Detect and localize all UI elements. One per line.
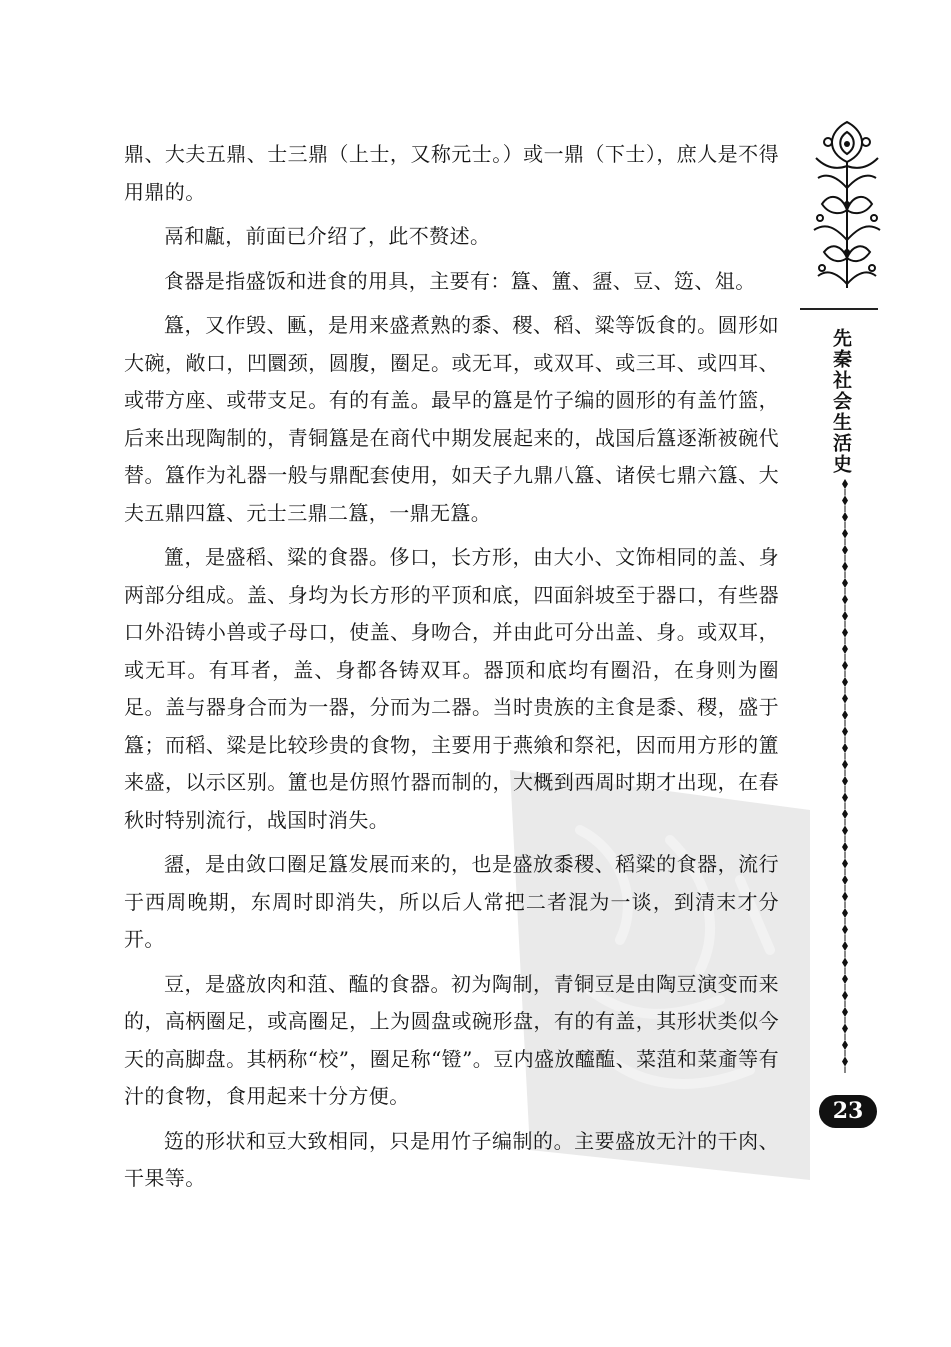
- margin-rule: [800, 308, 878, 310]
- paragraph: 簠，是盛稻、粱的食器。侈口，长方形，由大小、文饰相同的盖、身两部分组成。盖、身均为长方形的平顶和底，四面斜坡至于器口，有些器口外沿铸小兽或子母口，使盖、身吻合，并由此可分出盖、身。或双耳，或无耳。有耳者，盖、身都各铸双耳。器顶和底均有圈沿，在身则为圈足。盖与器身合而为一器，分而为二器。当时贵族的主食是黍、稷，盛于簋；而稻、粱是比较珍贵的食物，主要用于燕飨和祭祀，因而用方形的簠来盛，以示区别。簠也是仿照竹器而制的，大概到西周时期才出现，在春秋时特别流行，战国时消失。: [124, 545, 779, 832]
- paragraph: 食器是指盛饭和进食的用具，主要有：簋、簠、盨、豆、笾、俎。: [164, 268, 756, 293]
- paragraph: 盨，是由敛口圈足簋发展而来的，也是盛放黍稷、稻粱的食器，流行于西周晚期，东周时即消失，所以后人常把二者混为一谈，到清末才分开。: [124, 852, 779, 951]
- page-number: 23: [819, 1095, 877, 1128]
- paragraph: 鼎、大夫五鼎、士三鼎（上士，又称元士。）或一鼎（下士），庶人是不得用鼎的。: [124, 142, 779, 204]
- body-text: [124, 136, 779, 1205]
- paragraph: 豆，是盛放肉和菹、醢的食器。初为陶制，青铜豆是由陶豆演变而来的，高柄圈足，或高圈足，上为圆盘或碗形盘，有的有盖，其形状类似今天的高脚盘。其柄称“校”，圈足称“镫”。豆内盛放醯醢、菜菹和菜齑等有汁的食物，食用起来十分方便。: [124, 971, 779, 1108]
- book-title: 先秦社会生活史: [830, 328, 852, 475]
- paragraph: 鬲和甗，前面已介绍了，此不赘述。: [164, 224, 491, 248]
- paragraph: 簋，又作毁、匭，是用来盛煮熟的黍、稷、稻、粱等饭食的。圆形如大碗，敞口，凹圜颈，圆腹，圈足。或无耳，或双耳、或三耳、或四耳、或带方座、或带支足。有的有盖。最早的簋是竹子编的圆形的有盖竹篮，后来出现陶制的，青铜簋是在商代中期发展起来的，战国后簋逐渐被碗代替。簋作为礼器一般与鼎配套使用，如天子九鼎八簋、诸侯七鼎六簋、大夫五鼎四簋、元士三鼎二簋，一鼎无簋。: [124, 313, 779, 525]
- paragraph: 笾的形状和豆大致相同，只是用竹子编制的。主要盛放无汁的干肉、干果等。: [124, 1128, 779, 1190]
- bead-chain-decoration: [838, 478, 852, 1078]
- floral-ornament: [808, 118, 886, 296]
